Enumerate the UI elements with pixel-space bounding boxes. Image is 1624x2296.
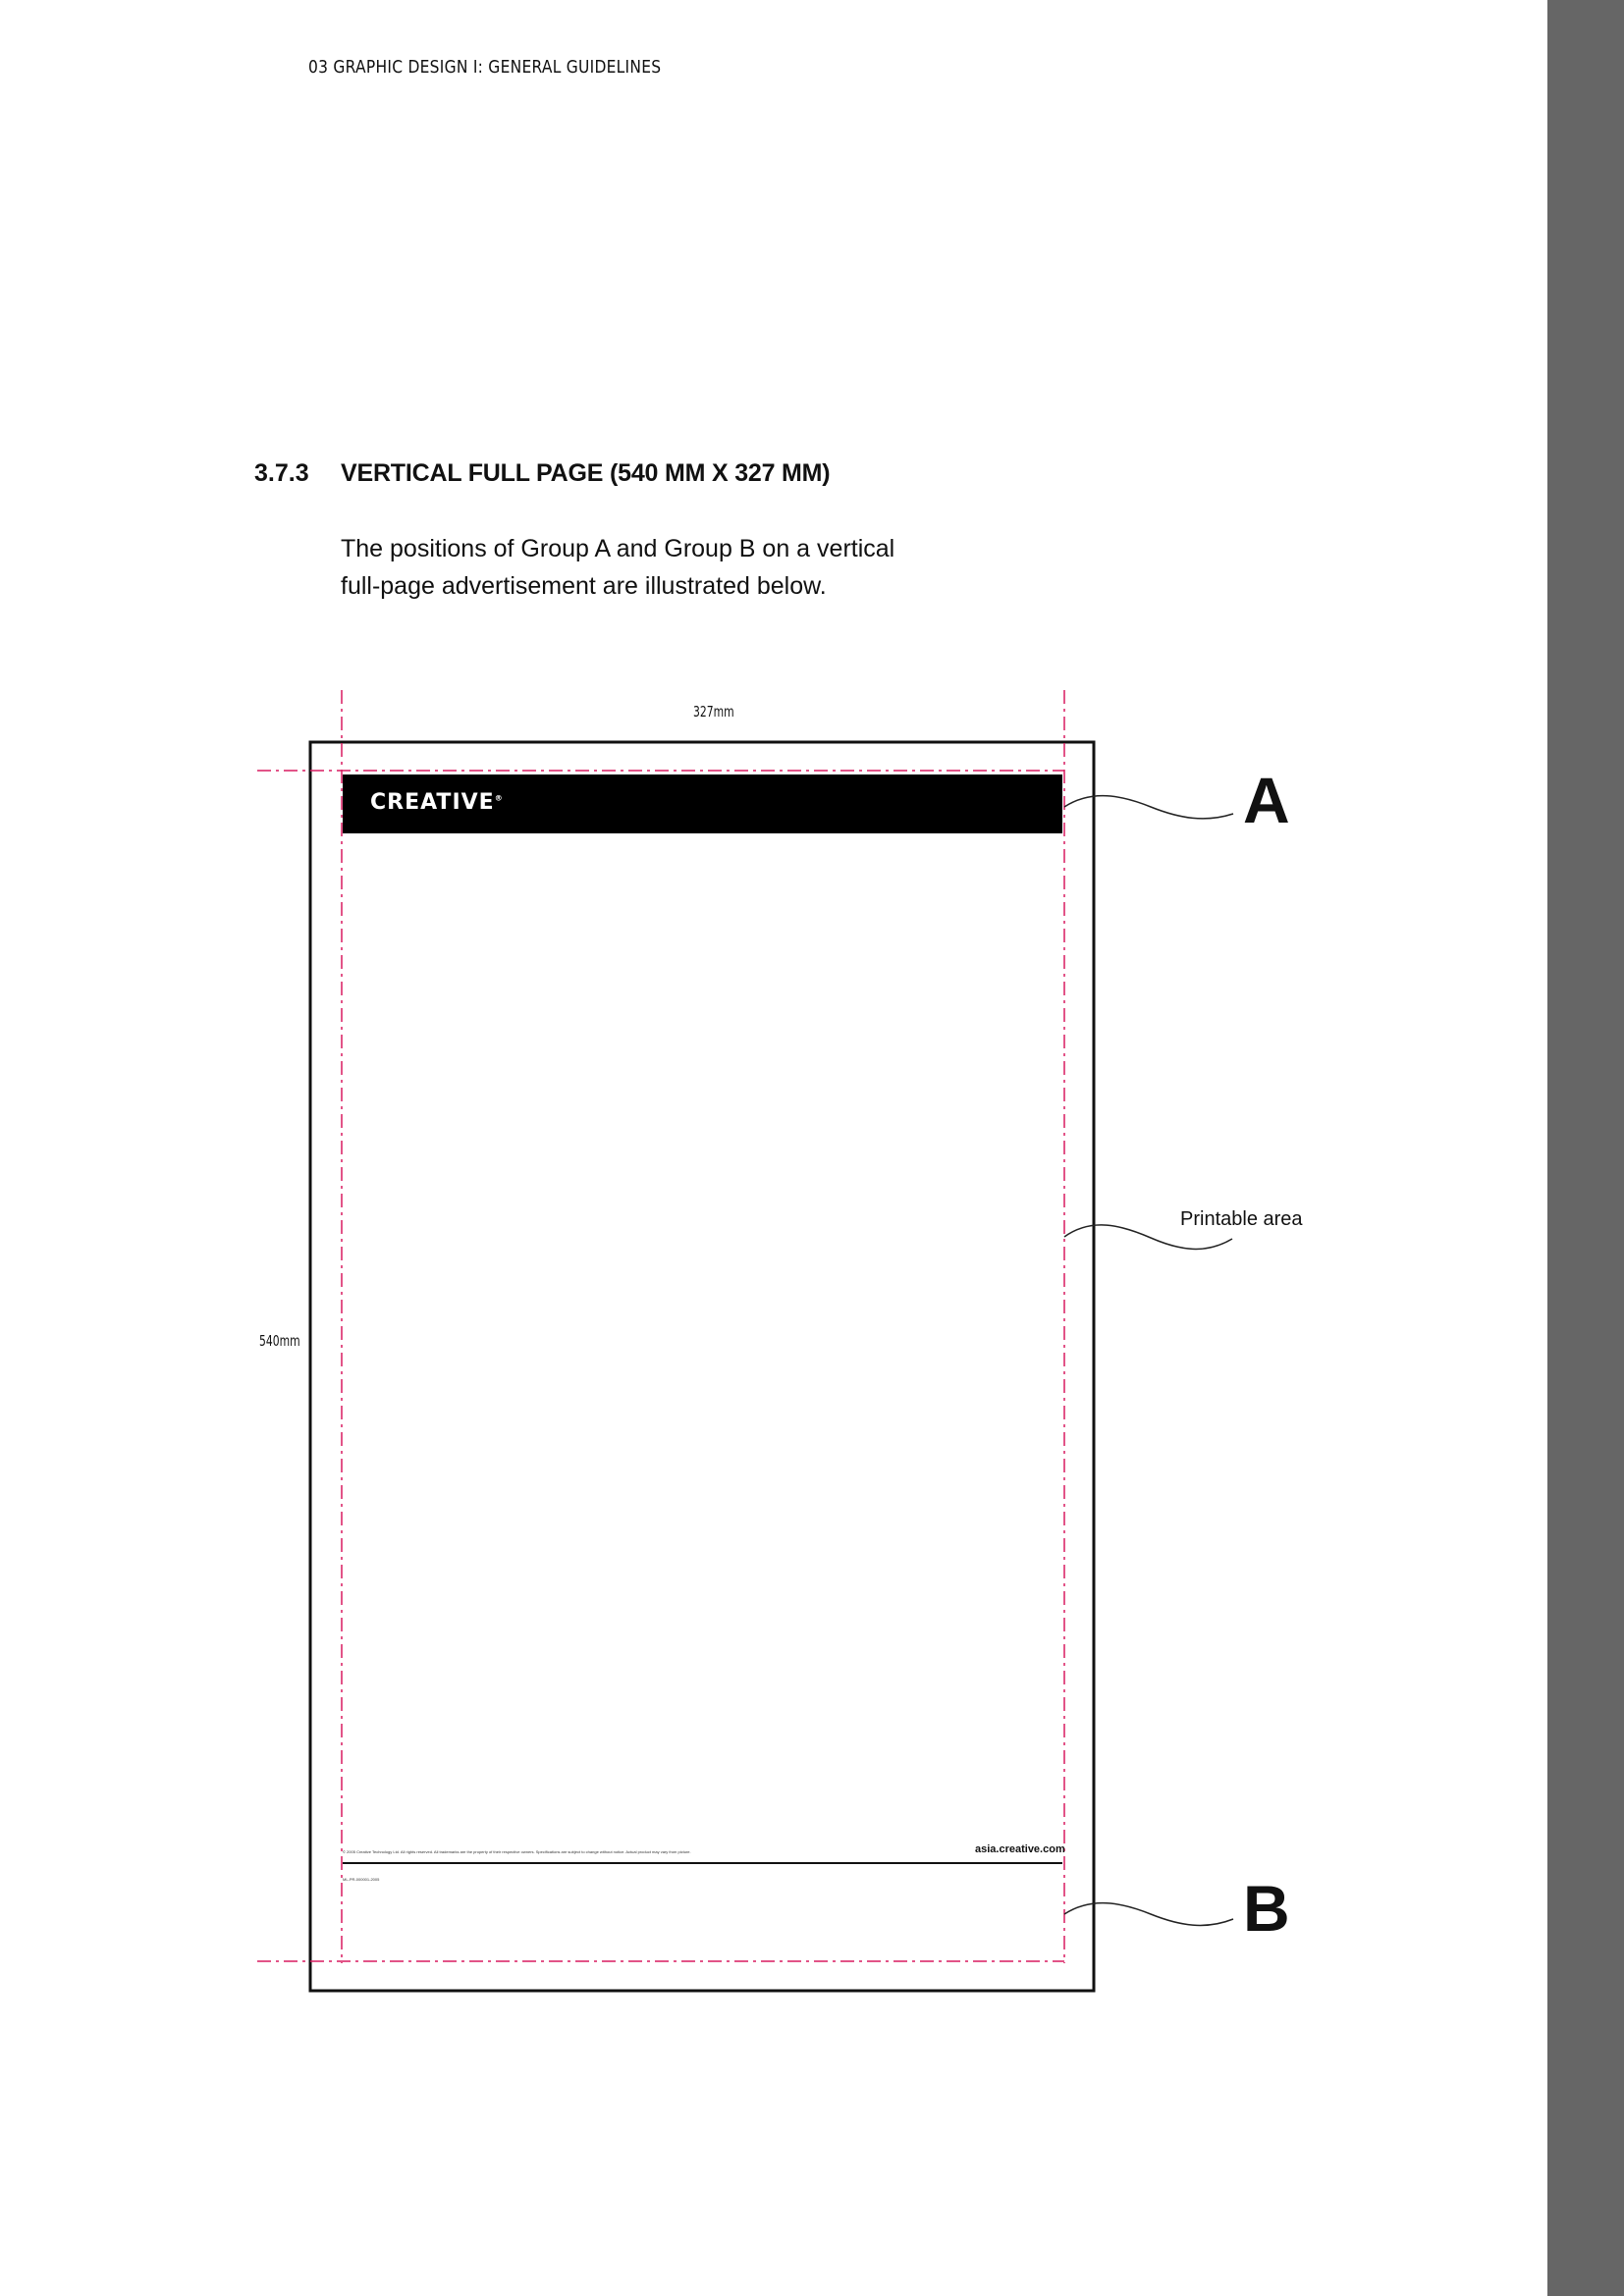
logo-text: CREATIVE <box>370 790 495 815</box>
leader-line-b <box>1064 1903 1233 1926</box>
reference-code: ML-PR-000001-2005 <box>343 1877 380 1882</box>
body-line: full-page advertisement are illustrated below. <box>341 572 827 600</box>
section-number: 3.7.3 <box>254 459 309 487</box>
footer-url: asia.creative.com <box>975 1843 1065 1855</box>
ad-frame <box>310 742 1094 1991</box>
height-dimension-label: 540mm <box>259 1332 300 1350</box>
logo-mark: ® <box>494 793 503 803</box>
callout-group-a: A <box>1243 764 1290 836</box>
body-line: The positions of Group A and Group B on a vertical <box>341 535 895 562</box>
legal-fine-print: © 2005 Creative Technology Ltd. All rights reserved. All trademarks are the property of their respective owners. Specifications are subject to change without notice. Actual product may vary from picture. <box>343 1849 691 1854</box>
width-dimension-label: 327mm <box>693 703 734 721</box>
running-header: 03 GRAPHIC DESIGN I: GENERAL GUIDELINES <box>308 57 662 78</box>
creative-logo <box>370 790 503 815</box>
callout-printable-area: Printable area <box>1180 1208 1303 1230</box>
footer-rule <box>343 1862 1062 1864</box>
leader-line-a <box>1064 796 1233 819</box>
callout-group-b: B <box>1243 1872 1290 1945</box>
section-title: VERTICAL FULL PAGE (540 MM X 327 MM) <box>341 459 831 487</box>
